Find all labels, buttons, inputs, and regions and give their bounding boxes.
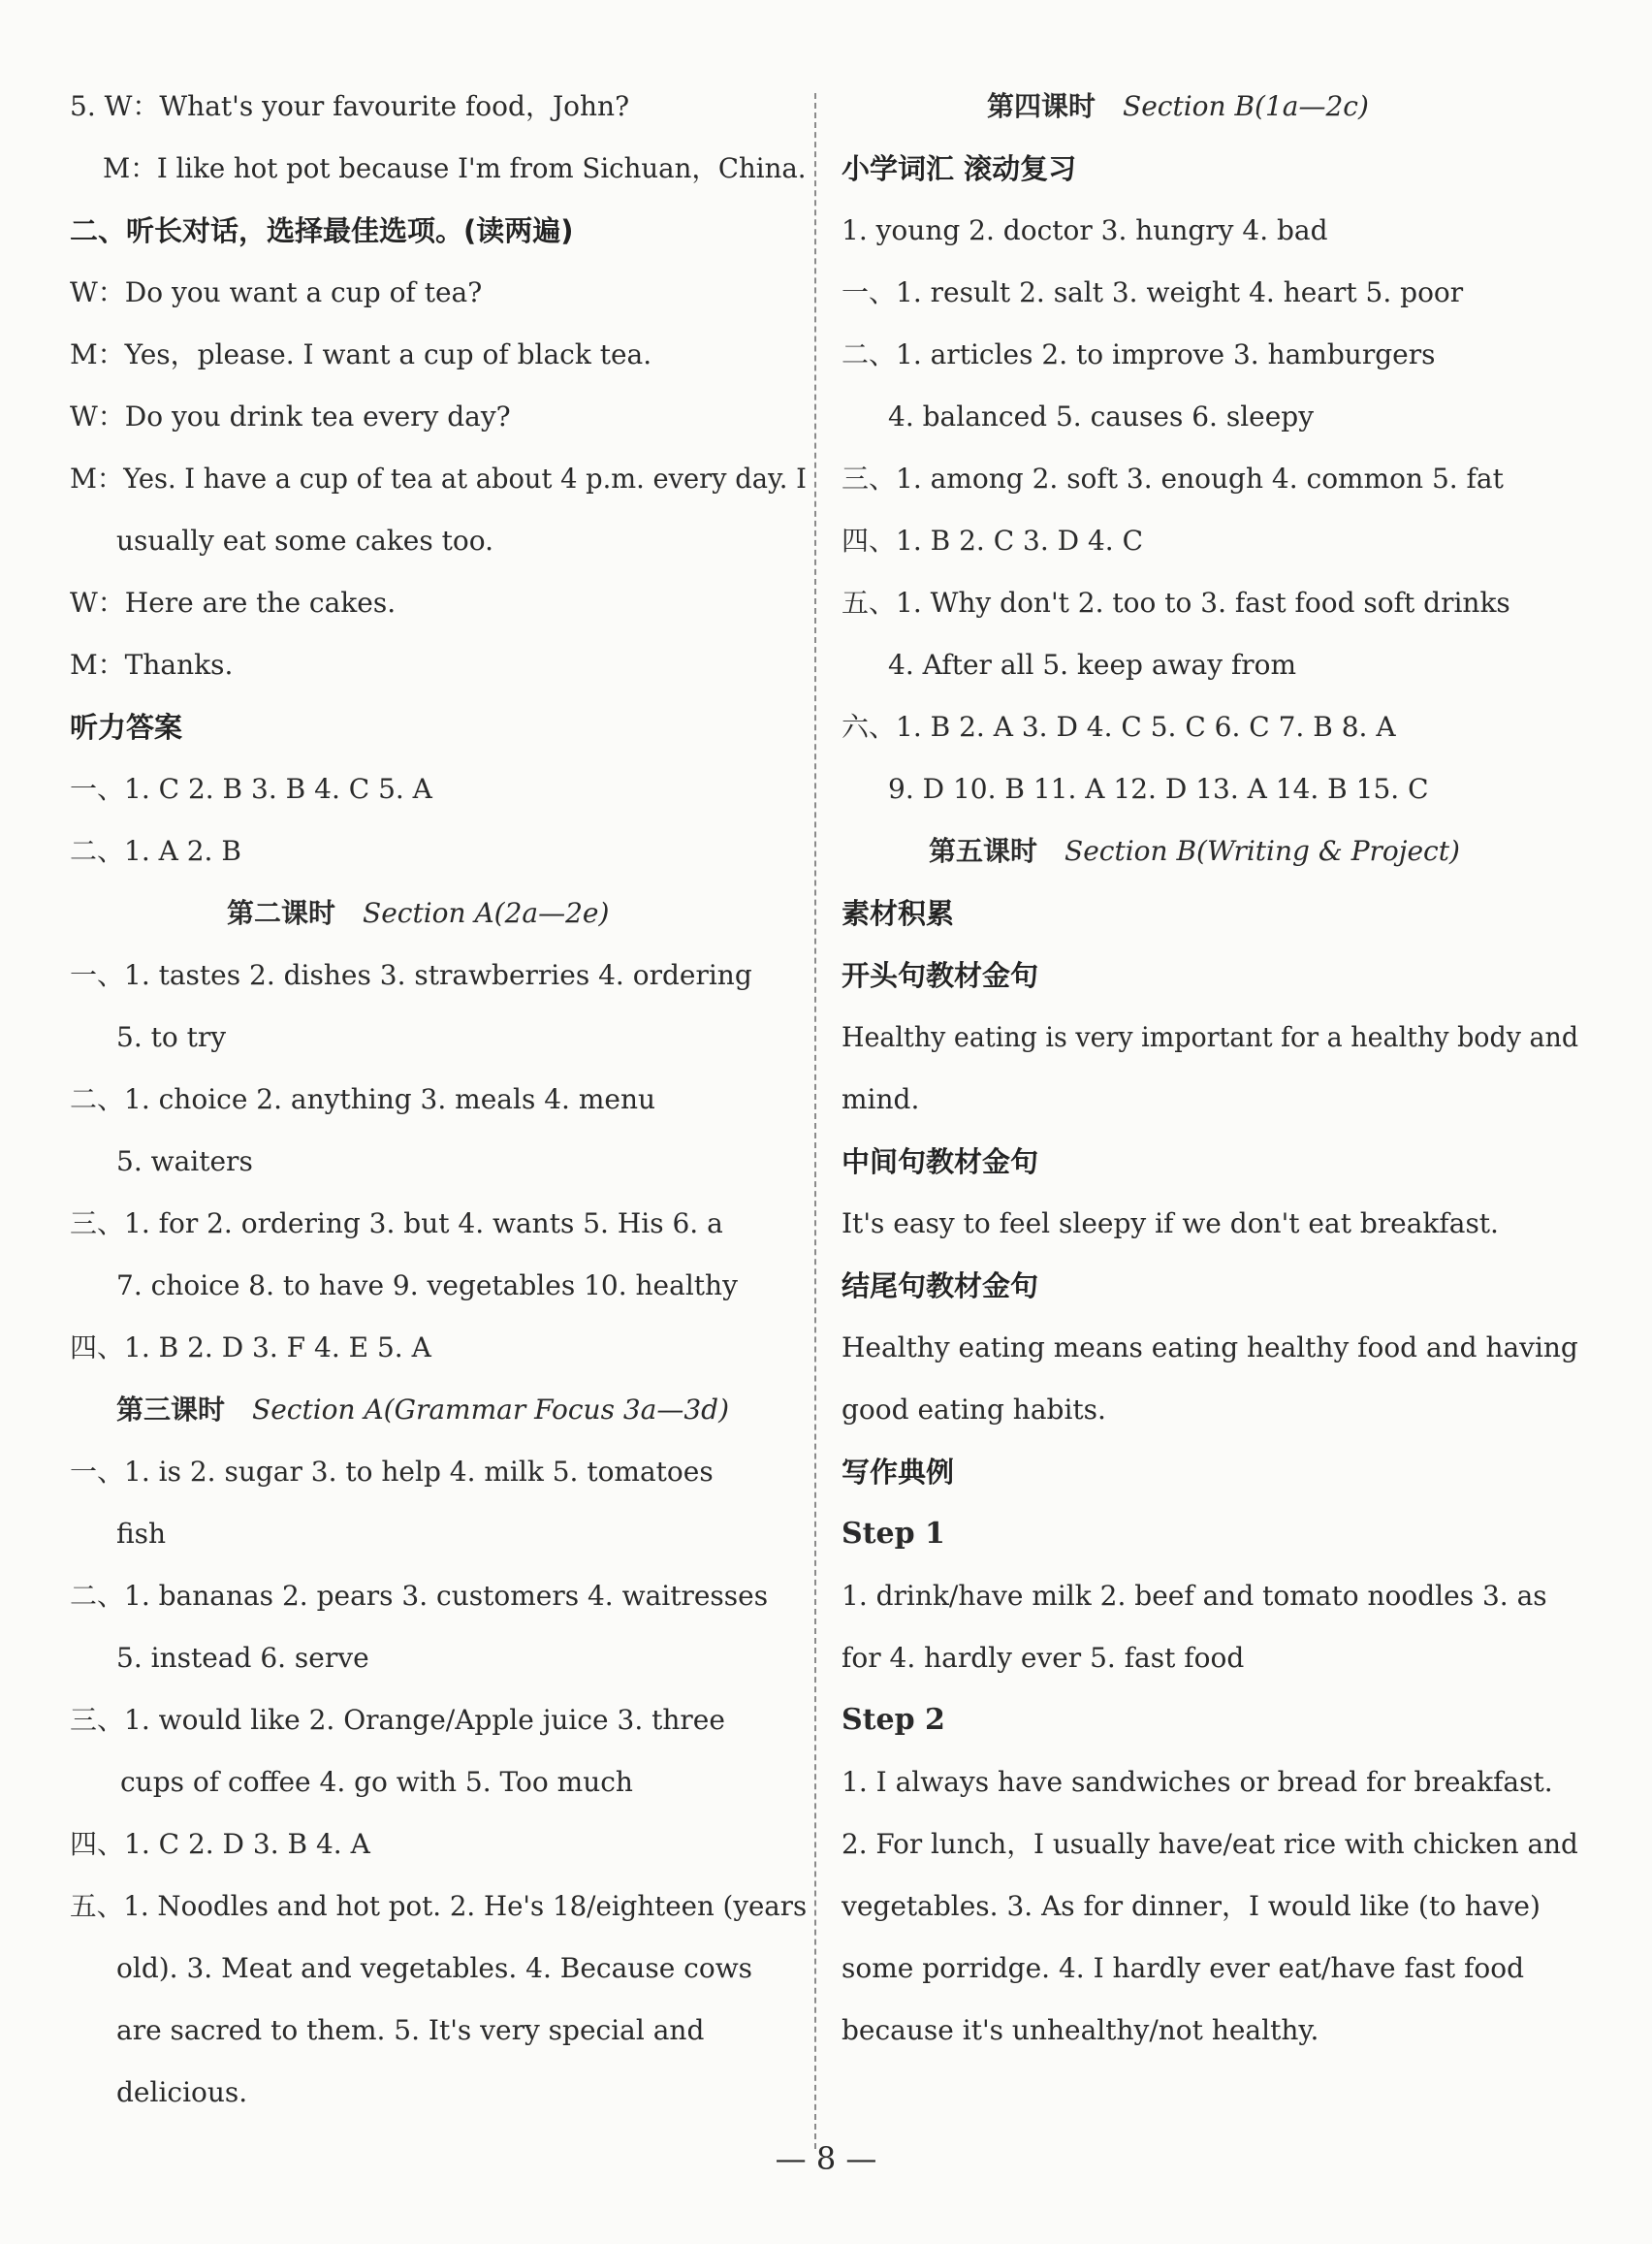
step-heading: Step 1 (842, 1517, 945, 1551)
text-line: mind. (842, 1083, 920, 1115)
answer-line: 三、1. would like 2. Orange/Apple juice 3. three (70, 1704, 725, 1736)
lesson-title (929, 832, 1460, 871)
dialogue-line: M：Yes，please. I want a cup of black tea. (70, 338, 652, 370)
answer-line: 三、1. for 2. ordering 3. but 4. wants 5. His 6. a (70, 1207, 723, 1239)
answer-line: 四、1. B 2. C 3. D 4. C (842, 525, 1144, 557)
section-heading: 结尾句教材金句 (842, 1269, 1039, 1302)
answer-line: 4. balanced 5. causes 6. sleepy (888, 401, 1315, 433)
answer-line: are sacred to them. 5. It's very special and (116, 2014, 705, 2046)
section-heading: 写作典例 (842, 1456, 955, 1489)
answer-line: 一、1. is 2. sugar 3. to help 4. milk 5. tomatoes (70, 1456, 714, 1488)
answer-line: 5. waiters (116, 1145, 253, 1177)
answer-line: 9. D 10. B 11. A 12. D 13. A 14. B 15. C (888, 773, 1429, 805)
answer-line: 四、1. B 2. D 3. F 4. E 5. A (70, 1331, 431, 1363)
answer-line: old). 3. Meat and vegetables. 4. Because cows (116, 1952, 753, 1984)
answer-line: 一、1. result 2. salt 3. weight 4. heart 5. poor (842, 276, 1464, 308)
lesson-title-section: Section A(2a—2e) (363, 897, 610, 929)
dialogue-line: W：Do you drink tea every day? (70, 401, 511, 433)
text-line: because it's unhealthy/not healthy. (842, 2014, 1319, 2046)
section-heading: 开头句教材金句 (842, 959, 1039, 992)
text-line: good eating habits. (842, 1394, 1106, 1426)
dialogue-line: W：Here are the cakes. (70, 587, 397, 619)
text-line: 2. For lunch，I usually have/eat rice with chicken and (842, 1828, 1578, 1860)
lesson-title-section: Section A(Grammar Focus 3a—3d) (252, 1394, 730, 1426)
text-line: for 4. hardly ever 5. fast food (842, 1642, 1245, 1674)
text-line: 1. I always have sandwiches or bread for breakfast. (842, 1766, 1553, 1798)
dialogue-line: M：Thanks. (70, 649, 234, 681)
section-heading: 素材积累 (842, 897, 955, 930)
section-heading: 中间句教材金句 (842, 1145, 1039, 1178)
lesson-title-section: Section B(Writing & Project) (1064, 835, 1460, 867)
answer-line: fish (116, 1518, 167, 1550)
dialogue-line: usually eat some cakes too. (116, 525, 493, 557)
answer-line: 二、1. articles 2. to improve 3. hamburgers (842, 338, 1436, 370)
text-line: Healthy eating is very important for a healthy body and (842, 1021, 1579, 1053)
dialogue-line: M：Yes. I have a cup of tea at about 4 p.m. every day. I (70, 463, 807, 495)
step-heading: Step 2 (842, 1703, 945, 1737)
answer-line: 5. instead 6. serve (116, 1642, 369, 1674)
text-line: M：I like hot pot because I'm from Sichuan，China. (103, 152, 807, 184)
lesson-title-cn: 第三课时 (116, 1394, 226, 1426)
answer-line: 三、1. among 2. soft 3. enough 4. common 5. fat (842, 463, 1504, 495)
lesson-title (987, 87, 1369, 126)
answer-line: 五、1. Why don't 2. too to 3. fast food soft drinks (842, 587, 1510, 619)
lesson-title-section: Section B(1a—2c) (1123, 90, 1369, 122)
text-line: some porridge. 4. I hardly ever eat/have fast food (842, 1952, 1525, 1984)
answer-line: 二、1. A 2. B (70, 835, 241, 867)
answer-line: 六、1. B 2. A 3. D 4. C 5. C 6. C 7. B 8. A (842, 711, 1396, 743)
answer-line: 5. to try (116, 1021, 227, 1053)
section-heading: 小学词汇 滚动复习 (842, 152, 1077, 185)
lesson-title-cn: 第四课时 (987, 90, 1096, 122)
text-line: It's easy to feel sleepy if we don't eat breakfast. (842, 1207, 1499, 1239)
answer-line: 1. young 2. doctor 3. hungry 4. bad (842, 214, 1328, 246)
section-heading: 听力答案 (70, 711, 183, 744)
answer-line: delicious. (116, 2076, 248, 2108)
answer-line: 四、1. C 2. D 3. B 4. A (70, 1828, 370, 1860)
lesson-title-cn: 第五课时 (929, 835, 1038, 867)
answer-line: 7. choice 8. to have 9. vegetables 10. healthy (116, 1269, 738, 1301)
dialogue-line: W：Do you want a cup of tea? (70, 276, 483, 308)
page-number: — 8 — (775, 2140, 877, 2177)
answer-line: 一、1. C 2. B 3. B 4. C 5. A (70, 773, 432, 805)
answer-line: 二、1. bananas 2. pears 3. customers 4. waitresses (70, 1580, 769, 1612)
answer-line: 4. After all 5. keep away from (888, 649, 1297, 681)
column-divider (814, 93, 816, 2149)
text-line: 1. drink/have milk 2. beef and tomato noodles 3. as (842, 1580, 1547, 1612)
answer-line: 二、1. choice 2. anything 3. meals 4. menu (70, 1083, 656, 1115)
lesson-title-cn: 第二课时 (227, 897, 336, 929)
text-line: 5. W：What's your favourite food，John? (70, 90, 630, 122)
lesson-title (227, 894, 609, 933)
section-heading: 二、听长对话，选择最佳选项。(读两遍) (70, 214, 574, 247)
text-line: Healthy eating means eating healthy food and having (842, 1331, 1578, 1363)
answer-line: 五、1. Noodles and hot pot. 2. He's 18/eighteen (years (70, 1890, 808, 1922)
answer-line: cups of coffee 4. go with 5. Too much (120, 1766, 633, 1798)
lesson-title (116, 1391, 729, 1429)
text-line: vegetables. 3. As for dinner，I would like (to have) (842, 1890, 1541, 1922)
answer-line: 一、1. tastes 2. dishes 3. strawberries 4. ordering (70, 959, 752, 991)
